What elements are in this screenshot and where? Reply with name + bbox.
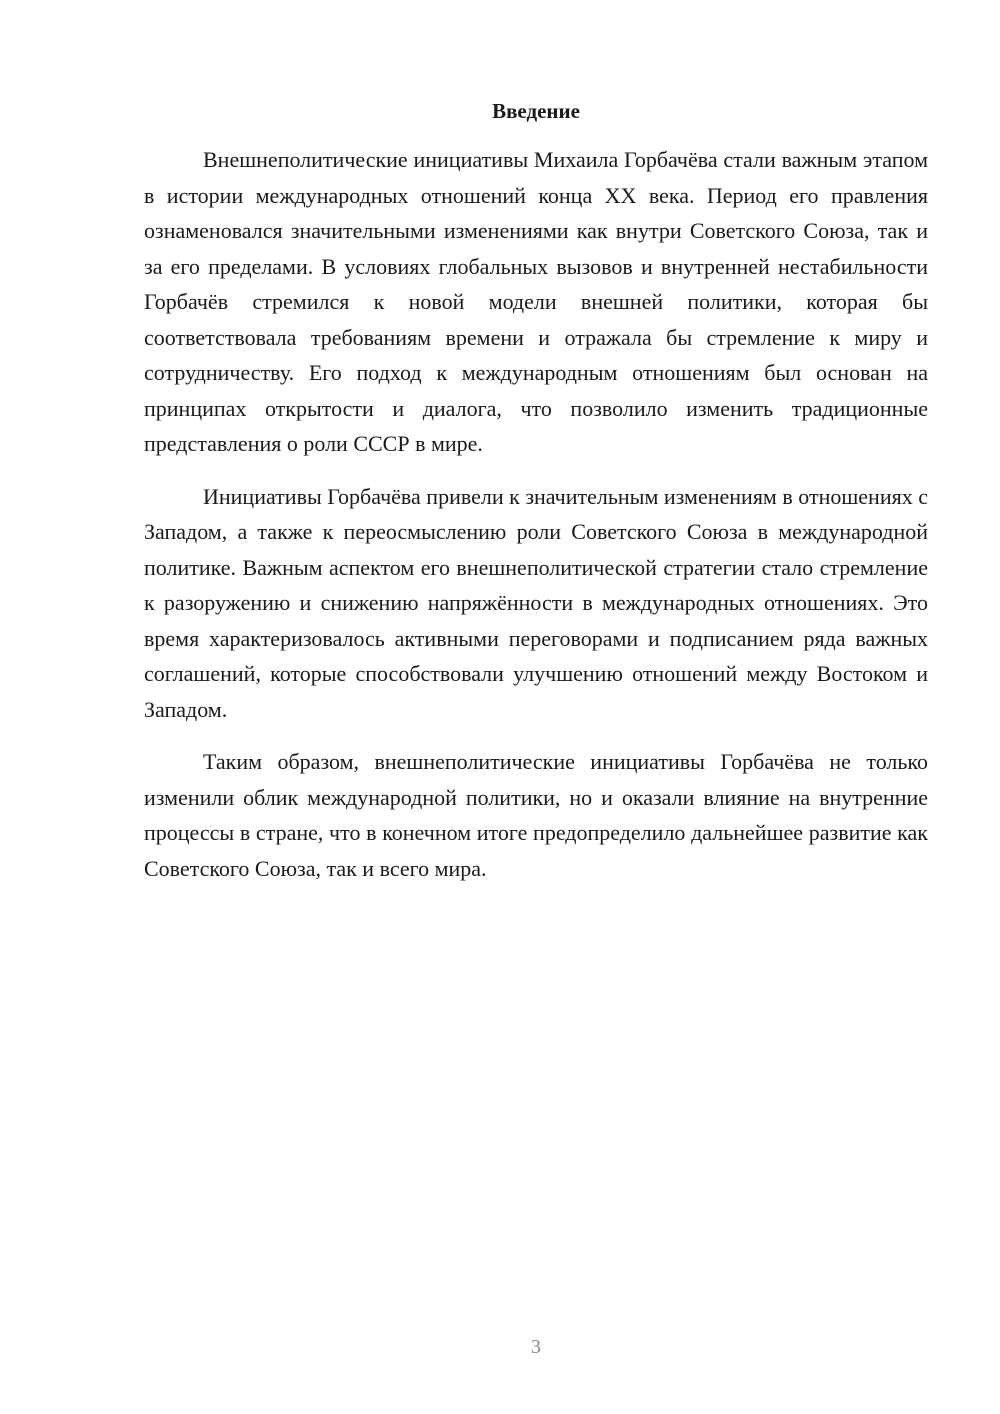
paragraph-3: Таким образом, внешнеполитические инициативы Горбачёва не только изменили облик международной политики, но и оказали влияние на внутренние процессы в стране, что в конечном итоге предопределило дальнейшее развитие как Советского Союза, так и всего мира. (144, 749, 928, 881)
paragraph-2: Инициативы Горбачёва привели к значительным изменениям в отношениях с Западом, а также к переосмыслению роли Советского Союза в международной политике. Важным аспектом его внешнеполитической стратегии стало стремление к разоружению и снижению напряжённости в международных отношениях. Это время характеризовалось активными переговорами и подписанием ряда важных соглашений, которые способствовали улучшению отношений между Востоком и Западом. (144, 483, 928, 722)
page-number: 3 (531, 1336, 541, 1358)
section-heading: Введение (492, 99, 580, 123)
paragraph-1: Внешнеполитические инициативы Михаила Горбачёва стали важным этапом в истории международных отношений конца XX века. Период его правления ознаменовался значительными изменениями как внутри Советского Союза, так и за его пределами. В условиях глобальных вызовов и внутренней нестабильности Горбачёв стремился к новой модели внешней политики, которая бы соответствовала требованиям времени и отражала бы стремление к миру и сотрудничеству. Его подход к международным отношениям был основан на принципах открытости и диалога, что позволило изменить традиционные представления о роли СССР в мире. (144, 147, 928, 456)
body-text (144, 142, 928, 903)
